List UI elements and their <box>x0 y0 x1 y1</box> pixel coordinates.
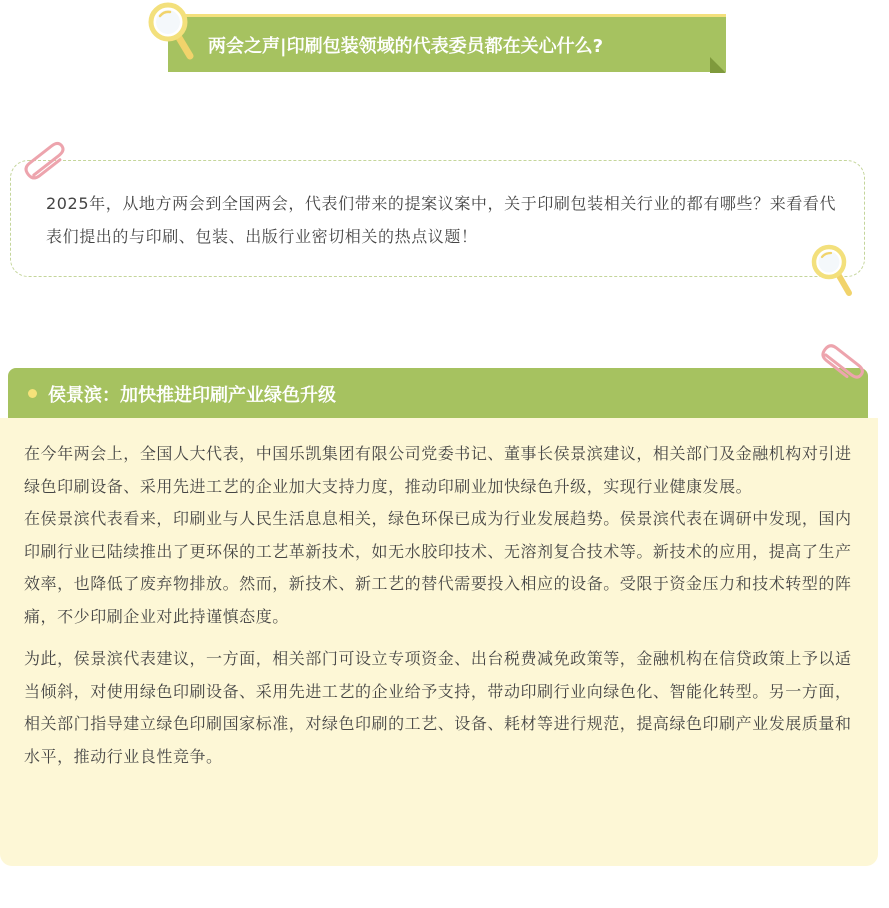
magnifier-icon <box>810 244 856 298</box>
paperclip-icon <box>812 340 868 392</box>
section-title: 侯景滨：加快推进印刷产业绿色升级 <box>48 385 336 406</box>
paperclip-icon <box>20 138 76 190</box>
article-body <box>24 438 858 773</box>
title-banner <box>168 14 726 72</box>
paragraph: 在今年两会上，全国人大代表，中国乐凯集团有限公司党委书记、董事长侯景滨建议，相关部门及金融机构对引进绿色印刷设备、采用先进工艺的企业加大支持力度，推动印刷业加快绿色升级，实现行业健康发展。 <box>24 444 852 496</box>
bullet-dot-icon <box>28 389 37 398</box>
intro-box <box>10 160 865 277</box>
article-card <box>0 418 878 866</box>
paragraph: 在侯景滨代表看来，印刷业与人民生活息息相关，绿色环保已成为行业发展趋势。侯景滨代表在调研中发现，国内印刷行业已陆续推出了更环保的工艺革新技术，如无水胶印技术、无溶剂复合技术等。新技术的应用，提高了生产效率，也降低了废弃物排放。然而，新技术、新工艺的替代需要投入相应的设备。受限于资金压力和技术转型的阵痛，不少印刷企业对此持谨慎态度。 <box>24 509 852 626</box>
magnifier-icon <box>146 2 198 60</box>
intro-text: 2025年，从地方两会到全国两会，代表们带来的提案议案中，关于印刷包装相关行业的都有哪些？来看看代表们提出的与印刷、包装、出版行业密切相关的热点议题！ <box>46 194 837 246</box>
banner-fold <box>710 57 726 73</box>
page-title: 两会之声|印刷包装领域的代表委员都在关心什么? <box>208 36 604 57</box>
paragraph: 为此，侯景滨代表建议，一方面，相关部门可设立专项资金、出台税费减免政策等，金融机构在信贷政策上予以适当倾斜，对使用绿色印刷设备、采用先进工艺的企业给予支持，带动印刷行业向绿色化、智能化转型。另一方面，相关部门指导建立绿色印刷国家标准，对绿色印刷的工艺、设备、耗材等进行规范，提高绿色印刷产业发展质量和水平，推动行业良性竞争。 <box>24 649 852 766</box>
section-header <box>8 368 868 418</box>
